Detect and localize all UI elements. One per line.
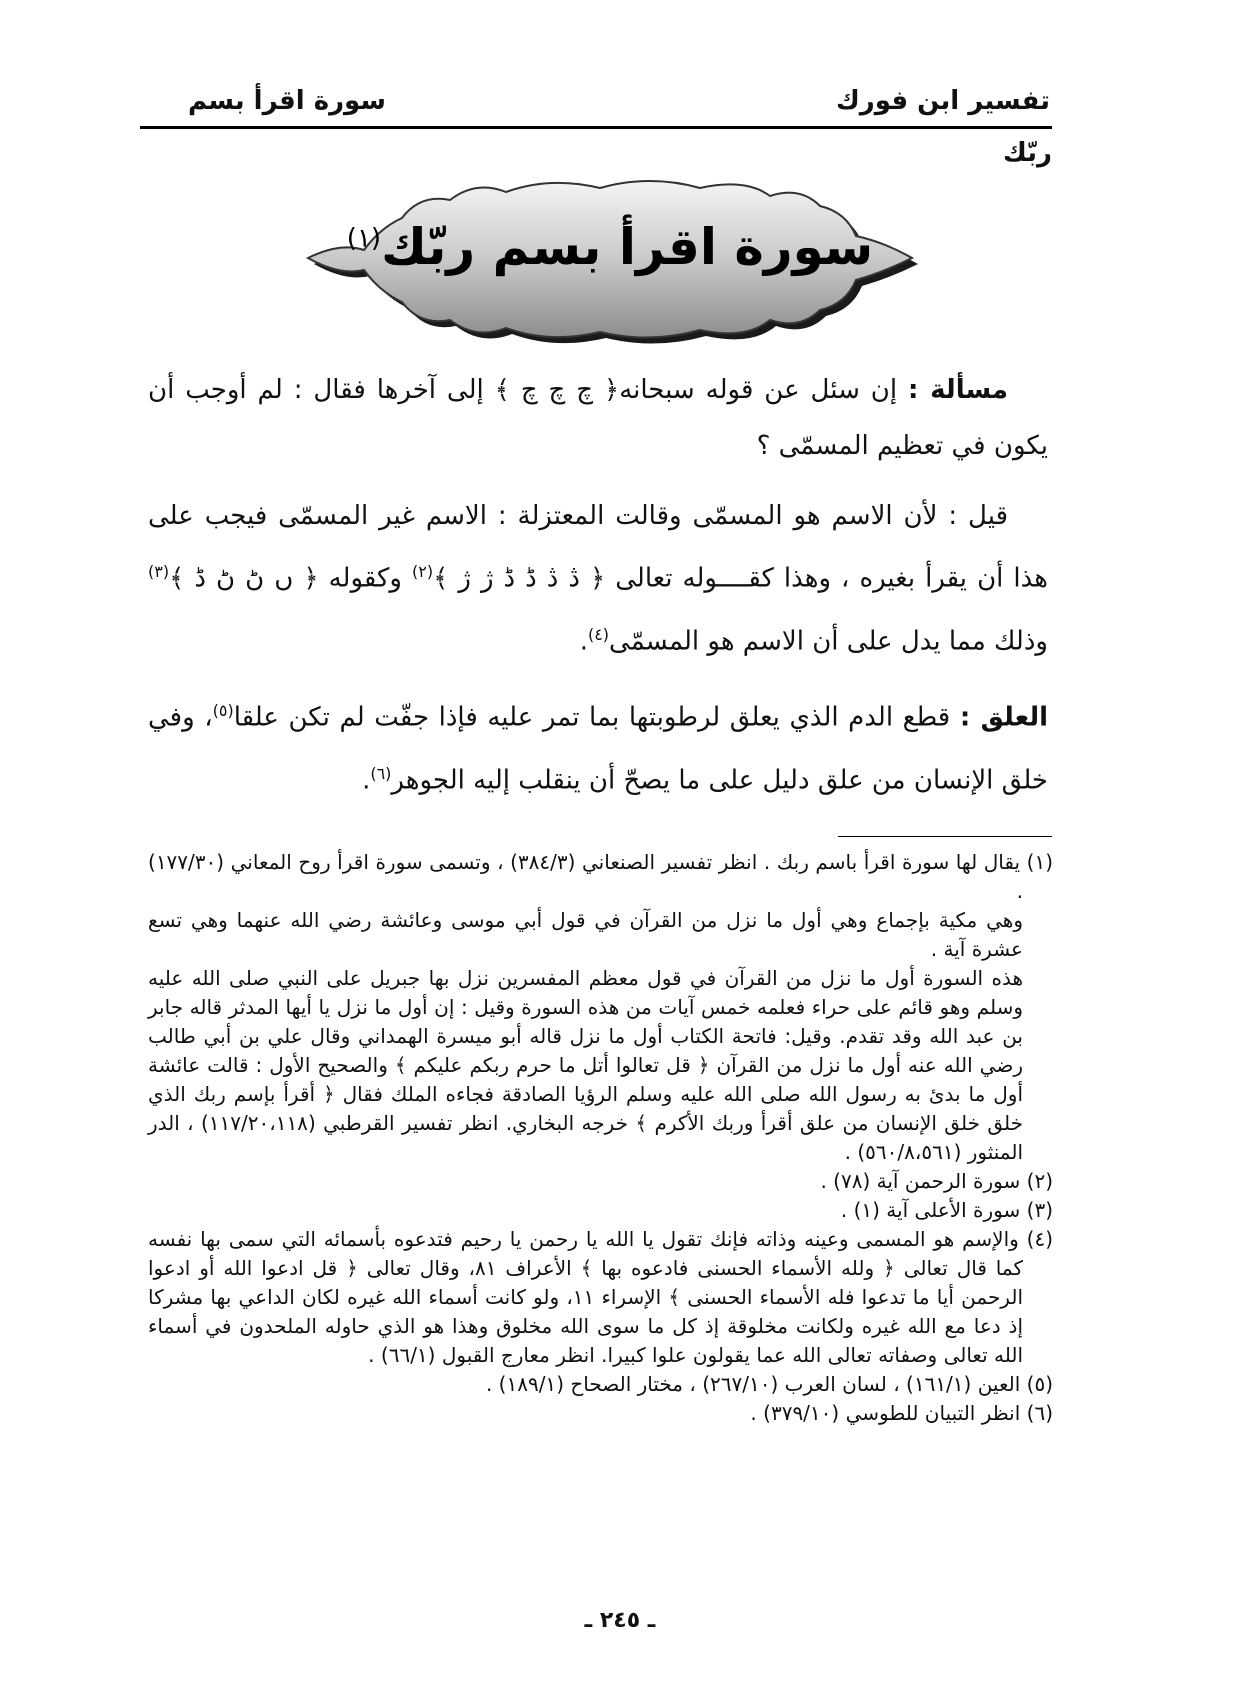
answer-end: . <box>579 626 588 657</box>
paragraph-alaq <box>148 683 1048 808</box>
footnote-ref-6: (٦) <box>370 763 392 783</box>
footnote-6: (٦) انظر التبيان للطوسي (٣٧٩/١٠) . <box>750 1401 1053 1425</box>
alaq-label: العلق : <box>959 702 1048 733</box>
alaq-end: . <box>362 765 371 796</box>
footnote-1-cont: وهي مكية بإجماع وهي أول ما نزل من القرآن في قول أبي موسى وعائشة رضي الله عنهما وهي تسع عشرة آية . <box>148 908 1023 961</box>
running-surah-title: سورة اقرأ بسم <box>188 86 386 116</box>
footnote-ref-3: (٣) <box>148 562 170 581</box>
surah-banner-title <box>300 218 920 276</box>
footnote-5: (٥) العين (١٦١/١) ، لسان العرب (٢٦٧/١٠) ، مختار الصحاح (١٨٩/١) . <box>485 1372 1053 1396</box>
footnote-4: (٤) والإسم هو المسمى وعينه وذاته فإنك تقول يا الله يا رحمن يا رحيم فتدعوه بأسمائه التي سمى بها نفسه كما قال تعالى ﴿ ولله الأسماء الحسنى فادعوه بها ﴾ الأعراف ٨١، وقال تعالى ﴿ قل ادعوا الله أو ادعوا الرحمن أيا ما تدعوا فله الأسماء الحسنى ﴾ الإسراء ١١، ولو كانت أسماء الله غيره لكان الداعي بها مشركا إذ دعا مع الله غيره ولكانت مخلوقة إذ كل ما سوى الله مخلوق وهذا هو الذي حاوله الملحدون في أسماء الله تعالى وصفاته تعالى الله عما يقولون علوا كبيرا. انظر معارج القبول (٦٦/١) . <box>148 1227 1053 1367</box>
footnote-3: (٣) سورة الأعلى آية (١) . <box>840 1198 1053 1222</box>
surah-title-text: سورة اقرأ بسم ربّك <box>381 218 874 276</box>
alaq-text-2: ، وفي خلق الإنسان من علق دليل على ما يصحّ أن ينقلب إليه الجوهر <box>148 702 1048 796</box>
paragraph-question <box>148 362 1048 474</box>
answer-text: قيل : لأن الاسم هو المسمّى وقالت المعتزلة : الاسم غير المسمّى فيجب على هذا أن يقرأ بغيره ، وهذا كقــــوله تعالى ﴿ ڎ ڎ ڈ ڈ ژ ژ ﴾ <box>148 501 1048 594</box>
footnotes <box>148 848 1053 1428</box>
footnote-ref-4: (٤) <box>587 624 610 644</box>
question-text: إن سئل عن قوله سبحانه﴿ چ چ چ ﴾ إلى آخرها فقال : لم أوجب أن يكون في تعظيم المسمّى ؟ <box>148 375 1048 461</box>
main-text <box>148 362 1048 823</box>
answer-text-3: وذلك مما يدل على أن الاسم هو المسمّى <box>609 626 1048 657</box>
header-rule <box>140 126 1052 129</box>
footnote-2: (٢) سورة الرحمن آية (٧٨) . <box>820 1169 1053 1193</box>
running-header <box>140 86 1050 126</box>
alaq-text: قطع الدم الذي يعلق لرطوبتها بما تمر عليه فإذا جفّت لم تكن علقا <box>233 702 960 733</box>
header-carry-over: ربّك <box>1003 138 1052 168</box>
footnote-ref-2: (٢) <box>412 562 434 581</box>
footnote-ref-1: (١) <box>346 223 382 254</box>
footnote-1-cont-2: هذه السورة أول ما نزل من القرآن في قول معظم المفسرين نزل بها جبريل على النبي صلى الله عليه وسلم وهو قائم على حراء فعلمه خمس آيات من هذه السورة وقيل : إن أول ما نزل يا أيها المدثر قاله جابر بن عبد الله وقد تقدم. وقيل: فاتحة الكتاب أول ما نزل قاله أبو ميسرة الهمداني وقال علي بن أبي طالب رضي الله عنه أول ما نزل من القرآن ﴿ قل تعالوا أتل ما حرم ربكم عليكم ﴾ والصحيح الأول : قالت عائشة أول ما بدئ به رسول الله صلى الله عليه وسلم الرؤيا الصادقة فجاءه الملك فقال ﴿ أقرأ بإسم ربك الذي خلق خلق الإنسان من علق أقرأ وربك الأكرم ﴾ خرجه البخاري. انظر تفسير القرطبي (١١٧/٢٠،١١٨) ، الدر المنثور (٥٦٠/٨،٥٦١) . <box>148 966 1023 1164</box>
surah-banner <box>300 172 920 350</box>
footnotes-rule <box>838 836 1052 837</box>
paragraph-answer <box>148 488 1048 669</box>
footnote-ref-5: (٥) <box>212 701 234 721</box>
answer-text-2: وكقوله ﴿ ں ڻ ڻ ڈ ﴾ <box>169 563 402 594</box>
page-number: ـ ٢٤٥ ـ <box>584 1608 656 1633</box>
question-label: مسألة : <box>908 375 1009 405</box>
book-title: تفسير ابن فورك <box>835 86 1050 116</box>
footnote-1: (١) يقال لها سورة اقرأ باسم ربك . انظر تفسير الصنعاني (٣٨٤/٣) ، وتسمى سورة اقرأ روح المعاني (١٧٧/٣٠) . <box>148 850 1053 903</box>
